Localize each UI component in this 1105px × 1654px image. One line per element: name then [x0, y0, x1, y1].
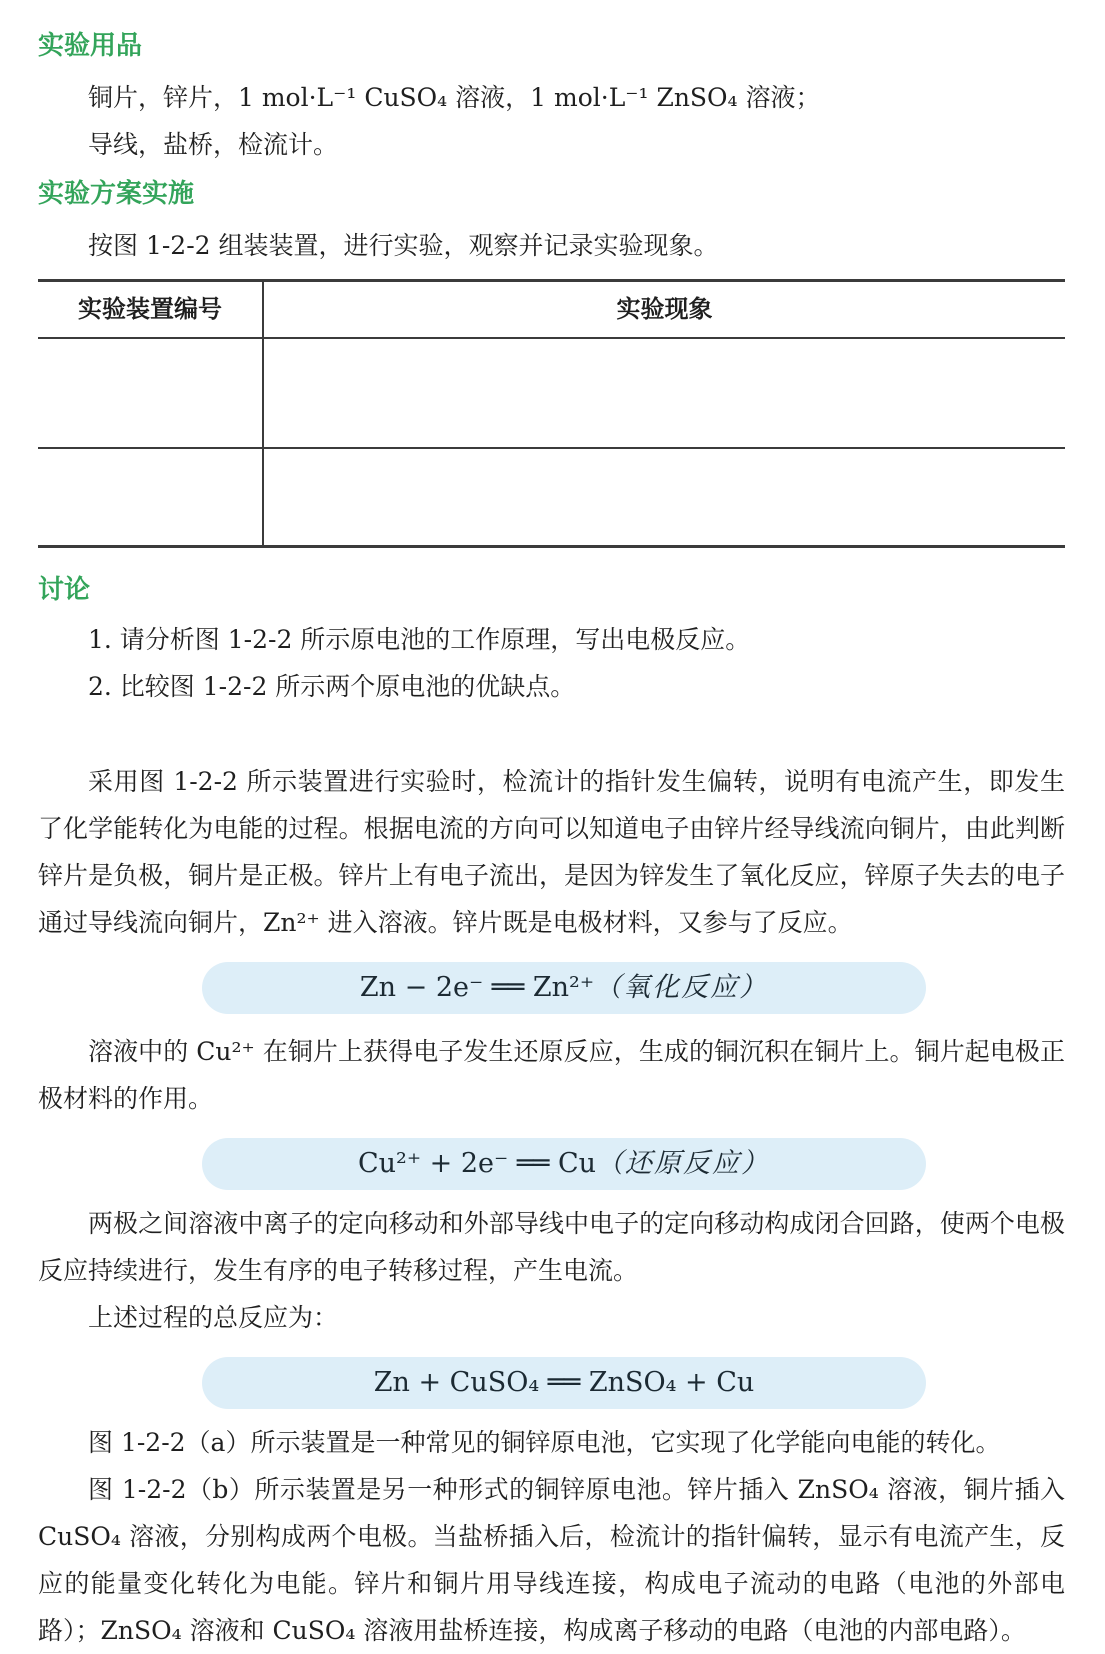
table-cell-empty	[263, 338, 1065, 448]
analysis-paragraph-1: 采用图 1-2-2 所示装置进行实验时，检流计的指针发生偏转，说明有电流产生，即发生了化学能转化为电能的过程。根据电流的方向可以知道电子由锌片经导线流向铜片，由此判断锌片是负极，铜片是正极。锌片上有电子流出，是因为锌发生了氧化反应，锌原子失去的电子通过导线流向铜片，Zn²⁺ 进入溶液。锌片既是电极材料，又参与了反应。	[38, 767, 1065, 937]
analysis-paragraph-4: 上述过程的总反应为：	[88, 1303, 339, 1332]
experiment-observation-table	[38, 279, 1065, 548]
equation-formula: Zn − 2e⁻ ══ Zn²⁺	[359, 972, 595, 1003]
table-row	[38, 338, 1065, 448]
equation-note: （还原反应）	[596, 1148, 771, 1179]
plan-text: 按图 1-2-2 组装装置，进行实验，观察并记录实验现象。	[88, 231, 719, 260]
equation-reduction	[202, 1138, 926, 1190]
analysis-paragraph-6: 图 1-2-2（b）所示装置是另一种形式的铜锌原电池。锌片插入 ZnSO₄ 溶液，铜片插入 CuSO₄ 溶液，分别构成两个电极。当盐桥插入后，检流计的指针偏转，显示有电流产生，反应的能量变化转化为电能。锌片和铜片用导线连接，构成电子流动的电路（电池的外部电路）；ZnSO₄ 溶液和 CuSO₄ 溶液用盐桥连接，构成离子移动的电路（电池的内部电路）。	[38, 1475, 1065, 1645]
table-cell-empty	[38, 338, 263, 448]
table-header-row	[38, 281, 1065, 339]
discussion-heading: 讨论	[38, 575, 91, 605]
supplies-line-2: 导线，盐桥，检流计。	[88, 130, 339, 159]
equation-oxidation	[202, 962, 926, 1014]
table-header-phenomenon: 实验现象	[263, 281, 1065, 339]
equation-formula: Cu²⁺ + 2e⁻ ══ Cu	[357, 1148, 597, 1179]
equation-formula: Zn + CuSO₄ ══ ZnSO₄ + Cu	[373, 1367, 755, 1398]
supplies-line-1: 铜片，锌片，1 mol·L⁻¹ CuSO₄ 溶液，1 mol·L⁻¹ ZnSO₄ 溶液；	[88, 83, 821, 112]
analysis-paragraph-2: 溶液中的 Cu²⁺ 在铜片上获得电子发生还原反应，生成的铜沉积在铜片上。铜片起电极正极材料的作用。	[38, 1037, 1065, 1113]
analysis-paragraph-5: 图 1-2-2（a）所示装置是一种常见的铜锌原电池，它实现了化学能向电能的转化。	[88, 1428, 1001, 1457]
discussion-item-1: 1. 请分析图 1-2-2 所示原电池的工作原理，写出电极反应。	[88, 625, 751, 654]
table-cell-empty	[263, 448, 1065, 547]
supplies-heading: 实验用品	[38, 31, 143, 61]
analysis-paragraph-3: 两极之间溶液中离子的定向移动和外部导线中电子的定向移动构成闭合回路，使两个电极反应持续进行，发生有序的电子转移过程，产生电流。	[38, 1209, 1065, 1285]
table-header-device-number: 实验装置编号	[38, 281, 263, 339]
discussion-item-2: 2. 比较图 1-2-2 所示两个原电池的优缺点。	[88, 672, 576, 701]
equation-note: （氧化反应）	[594, 972, 769, 1003]
plan-heading: 实验方案实施	[38, 179, 195, 209]
equation-overall	[202, 1357, 926, 1409]
table-cell-empty	[38, 448, 263, 547]
table-row	[38, 448, 1065, 547]
